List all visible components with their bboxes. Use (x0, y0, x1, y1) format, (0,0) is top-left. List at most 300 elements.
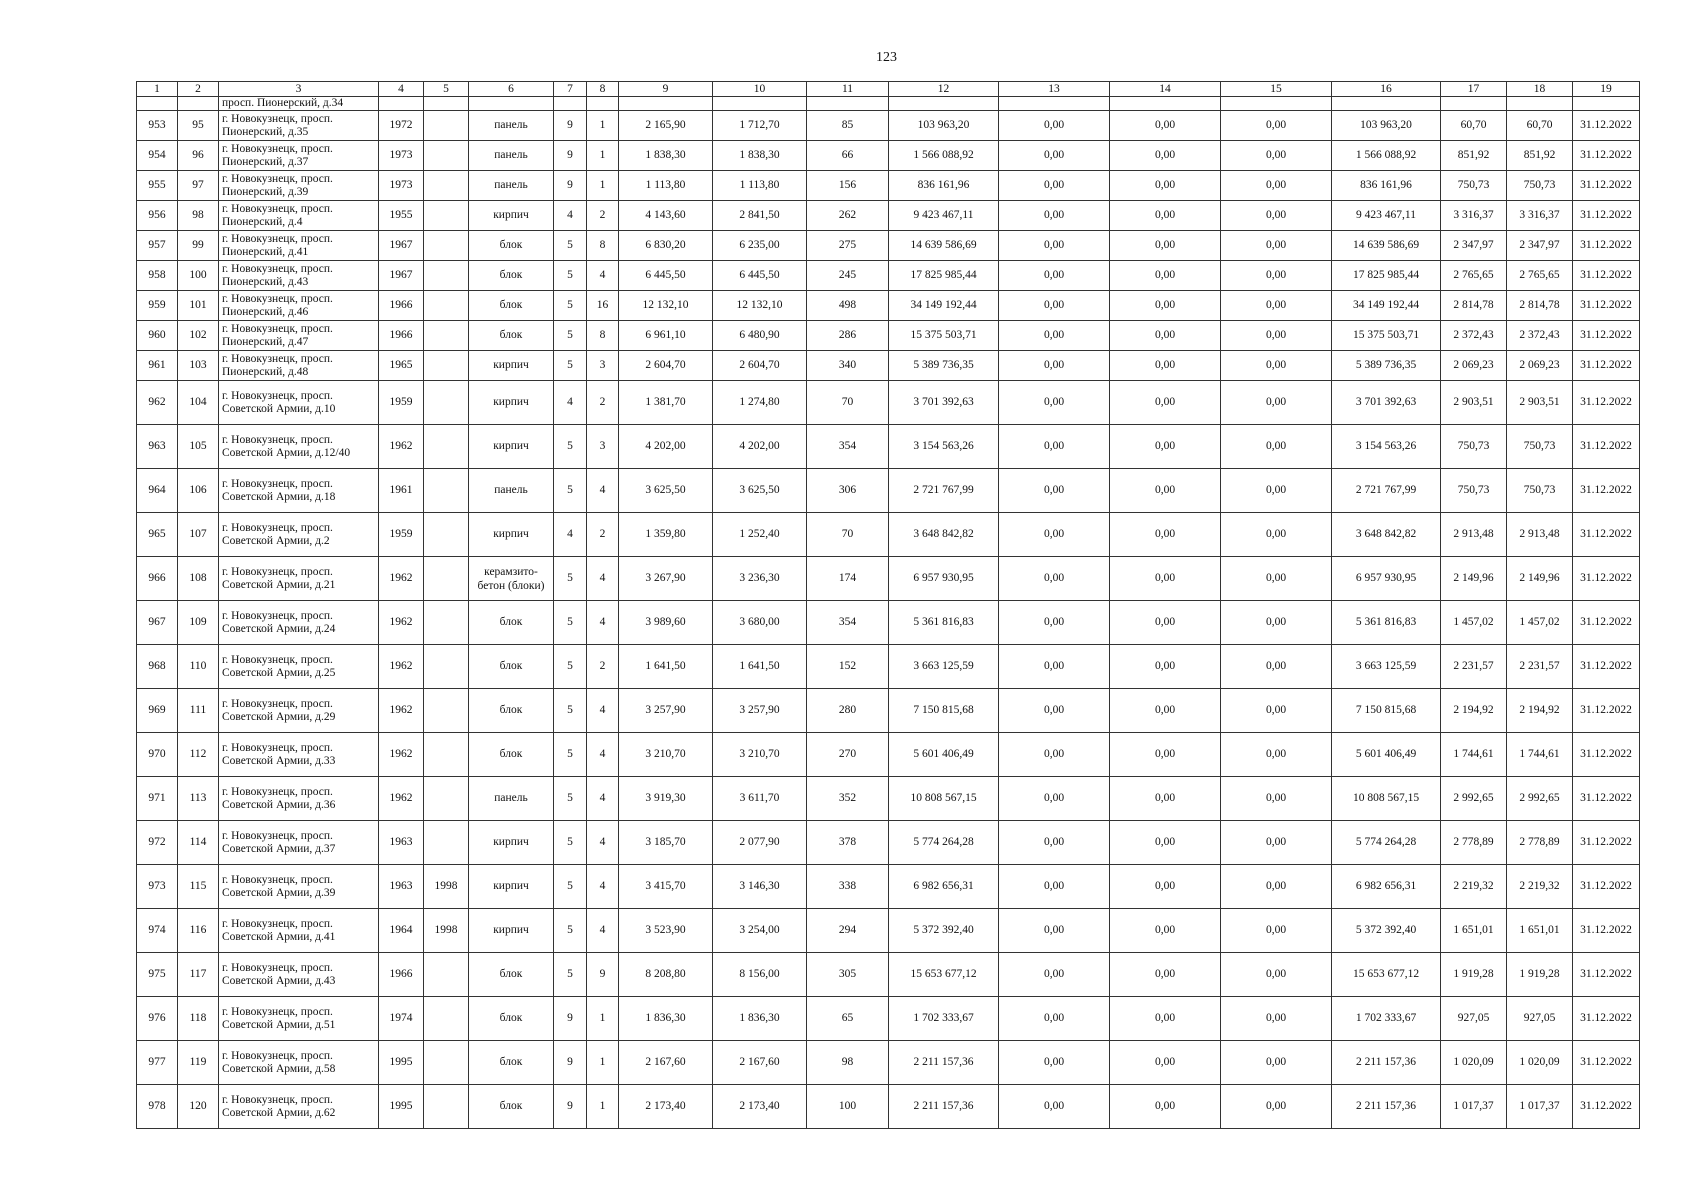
table-cell-col-1: 964 (137, 469, 178, 513)
table-cell-col-14: 0,00 (1110, 865, 1221, 909)
table-cell-col-15: 0,00 (1221, 689, 1332, 733)
table-cell-col-11: 338 (807, 865, 889, 909)
table-cell-col-11: 378 (807, 821, 889, 865)
table-cell-col-5 (424, 777, 469, 821)
table-cell-col-16: 6 957 930,95 (1332, 557, 1441, 601)
table-cell-col-11: 286 (807, 321, 889, 351)
table-cell-col-14: 0,00 (1110, 141, 1221, 171)
table-cell-col-11: 262 (807, 201, 889, 231)
table-cell-col-2: 98 (178, 201, 219, 231)
table-cell-col-5 (424, 231, 469, 261)
table-cell-col-17: 1 744,61 (1441, 733, 1507, 777)
table-cell-col-13: 0,00 (999, 425, 1110, 469)
table-cell-col-1: 960 (137, 321, 178, 351)
table-cell-col-7: 5 (554, 291, 587, 321)
table-cell-col-3: г. Новокузнецк, просп. Советской Армии, д.43 (219, 953, 379, 997)
table-cell-col-5 (424, 469, 469, 513)
table-cell-col-10: 2 077,90 (713, 821, 807, 865)
table-cell-col-17: 2 372,43 (1441, 321, 1507, 351)
table-row (137, 645, 1640, 689)
table-cell-col-19: 31.12.2022 (1573, 821, 1640, 865)
table-cell-col-4: 1959 (379, 381, 424, 425)
table-cell-col-15 (1221, 97, 1332, 111)
table-cell-col-9: 3 415,70 (619, 865, 713, 909)
table-cell-col-8: 8 (587, 82, 619, 97)
table-cell-col-11: 174 (807, 557, 889, 601)
table-cell-col-1: 965 (137, 513, 178, 557)
table-cell-col-16: 9 423 467,11 (1332, 201, 1441, 231)
table-cell-col-3: г. Новокузнецк, просп. Советской Армии, д.36 (219, 777, 379, 821)
table-cell-col-19: 31.12.2022 (1573, 171, 1640, 201)
table-cell-col-6: блок (469, 1085, 554, 1129)
table-cell-col-19: 31.12.2022 (1573, 777, 1640, 821)
table-cell-col-18: 2 903,51 (1507, 381, 1573, 425)
table-row (137, 141, 1640, 171)
table-cell-col-12: 5 774 264,28 (889, 821, 999, 865)
table-cell-col-18: 1 457,02 (1507, 601, 1573, 645)
table-cell-col-5 (424, 601, 469, 645)
table-row-continuation (137, 97, 1640, 111)
table-cell-col-7: 9 (554, 171, 587, 201)
table-cell-col-5 (424, 291, 469, 321)
table-cell-col-6: блок (469, 261, 554, 291)
table-cell-col-14: 0,00 (1110, 469, 1221, 513)
table-cell-col-5 (424, 171, 469, 201)
table-cell-col-16: 103 963,20 (1332, 111, 1441, 141)
table-cell-col-16: 2 211 157,36 (1332, 1085, 1441, 1129)
table-cell-col-14: 0,00 (1110, 997, 1221, 1041)
table-cell-col-16 (1332, 97, 1441, 111)
table-cell-col-9: 1 838,30 (619, 141, 713, 171)
table-cell-col-12: 7 150 815,68 (889, 689, 999, 733)
table-cell-col-13: 0,00 (999, 261, 1110, 291)
table-cell-col-18: 1 651,01 (1507, 909, 1573, 953)
table-cell-col-15: 0,00 (1221, 733, 1332, 777)
table-cell-col-10: 1 712,70 (713, 111, 807, 141)
table-cell-col-16: 34 149 192,44 (1332, 291, 1441, 321)
table-cell-col-5: 1998 (424, 909, 469, 953)
table-cell-col-13: 0,00 (999, 733, 1110, 777)
table-cell-col-1: 963 (137, 425, 178, 469)
table-header-row (137, 82, 1640, 97)
table-cell-col-17: 2 219,32 (1441, 865, 1507, 909)
table-cell-col-16: 10 808 567,15 (1332, 777, 1441, 821)
table-cell-col-18: 2 913,48 (1507, 513, 1573, 557)
table-row (137, 1085, 1640, 1129)
table-cell-col-3: 3 (219, 82, 379, 97)
table-row (137, 557, 1640, 601)
table-cell-col-9: 6 961,10 (619, 321, 713, 351)
table-row (137, 909, 1640, 953)
table-cell-col-8: 8 (587, 231, 619, 261)
table-cell-col-1: 971 (137, 777, 178, 821)
table-cell-col-12: 3 663 125,59 (889, 645, 999, 689)
table-cell-col-15: 0,00 (1221, 601, 1332, 645)
table-cell-col-14: 0,00 (1110, 909, 1221, 953)
table-cell-col-12: 2 211 157,36 (889, 1041, 999, 1085)
table-cell-col-7: 5 (554, 469, 587, 513)
table-cell-col-3: г. Новокузнецк, просп. Пионерский, д.4 (219, 201, 379, 231)
table-cell-col-7: 5 (554, 865, 587, 909)
table-cell-col-7: 5 (554, 601, 587, 645)
table-cell-col-12: 12 (889, 82, 999, 97)
table-cell-col-3: г. Новокузнецк, просп. Советской Армии, д.29 (219, 689, 379, 733)
table-cell-col-19: 31.12.2022 (1573, 601, 1640, 645)
table-cell-col-19: 31.12.2022 (1573, 953, 1640, 997)
table-cell-col-7: 4 (554, 381, 587, 425)
table-cell-col-3: г. Новокузнецк, просп. Пионерский, д.47 (219, 321, 379, 351)
table-cell-col-12: 34 149 192,44 (889, 291, 999, 321)
table-cell-col-19: 31.12.2022 (1573, 201, 1640, 231)
table-cell-col-5 (424, 381, 469, 425)
table-cell-col-9: 8 208,80 (619, 953, 713, 997)
table-cell-col-5 (424, 321, 469, 351)
table-cell-col-17: 1 020,09 (1441, 1041, 1507, 1085)
table-cell-col-5 (424, 97, 469, 111)
table-cell-col-2: 107 (178, 513, 219, 557)
table-cell-col-18 (1507, 97, 1573, 111)
table-cell-col-12: 5 361 816,83 (889, 601, 999, 645)
table-cell-col-6: панель (469, 141, 554, 171)
table-cell-col-13: 0,00 (999, 1085, 1110, 1129)
table-cell-col-10: 6 235,00 (713, 231, 807, 261)
table-cell-col-1: 972 (137, 821, 178, 865)
table-cell-col-11: 70 (807, 513, 889, 557)
table-cell-col-16: 3 648 842,82 (1332, 513, 1441, 557)
table-cell-col-11: 152 (807, 645, 889, 689)
table-cell-col-3: просп. Пионерский, д.34 (219, 97, 379, 111)
table-cell-col-17: 851,92 (1441, 141, 1507, 171)
table-cell-col-11: 100 (807, 1085, 889, 1129)
table-cell-col-2: 109 (178, 601, 219, 645)
table-cell-col-16: 2 721 767,99 (1332, 469, 1441, 513)
table-cell-col-15: 0,00 (1221, 645, 1332, 689)
table-cell-col-16: 836 161,96 (1332, 171, 1441, 201)
table-cell-col-12: 836 161,96 (889, 171, 999, 201)
table-cell-col-7: 9 (554, 1041, 587, 1085)
table-cell-col-4: 1966 (379, 291, 424, 321)
table-cell-col-17: 750,73 (1441, 425, 1507, 469)
table-cell-col-2: 118 (178, 997, 219, 1041)
table-cell-col-19: 31.12.2022 (1573, 689, 1640, 733)
table-cell-col-9: 1 113,80 (619, 171, 713, 201)
table-cell-col-1: 973 (137, 865, 178, 909)
table-cell-col-6: панель (469, 111, 554, 141)
table-cell-col-17: 2 913,48 (1441, 513, 1507, 557)
table-cell-col-3: г. Новокузнецк, просп. Пионерский, д.37 (219, 141, 379, 171)
table-cell-col-10: 3 680,00 (713, 601, 807, 645)
table-row (137, 381, 1640, 425)
table-cell-col-5 (424, 997, 469, 1041)
table-cell-col-3: г. Новокузнецк, просп. Советской Армии, д.51 (219, 997, 379, 1041)
table-cell-col-17: 2 814,78 (1441, 291, 1507, 321)
table-cell-col-6: панель (469, 777, 554, 821)
table-row (137, 425, 1640, 469)
table-cell-col-17: 750,73 (1441, 171, 1507, 201)
table-cell-col-15: 0,00 (1221, 469, 1332, 513)
table-cell-col-2: 97 (178, 171, 219, 201)
table-cell-col-5 (424, 1085, 469, 1129)
table-cell-col-13: 0,00 (999, 171, 1110, 201)
table-cell-col-18: 750,73 (1507, 171, 1573, 201)
table-cell-col-15: 0,00 (1221, 171, 1332, 201)
table-row (137, 601, 1640, 645)
table-cell-col-15: 0,00 (1221, 953, 1332, 997)
table-cell-col-8: 2 (587, 381, 619, 425)
table-cell-col-4: 1962 (379, 689, 424, 733)
table-cell-col-18: 2 778,89 (1507, 821, 1573, 865)
table-cell-col-9: 3 185,70 (619, 821, 713, 865)
table-cell-col-4: 1962 (379, 645, 424, 689)
table-cell-col-11: 98 (807, 1041, 889, 1085)
table-cell-col-12: 5 372 392,40 (889, 909, 999, 953)
table-body (137, 82, 1640, 1129)
table-cell-col-8: 3 (587, 351, 619, 381)
table-cell-col-13: 0,00 (999, 997, 1110, 1041)
table-cell-col-13: 0,00 (999, 351, 1110, 381)
table-cell-col-9: 2 167,60 (619, 1041, 713, 1085)
table-cell-col-17: 1 017,37 (1441, 1085, 1507, 1129)
table-row (137, 1041, 1640, 1085)
table-cell-col-2: 95 (178, 111, 219, 141)
table-cell-col-9: 6 445,50 (619, 261, 713, 291)
table-cell-col-8: 8 (587, 321, 619, 351)
table-cell-col-18: 2 194,92 (1507, 689, 1573, 733)
table-cell-col-3: г. Новокузнецк, просп. Советской Армии, д.24 (219, 601, 379, 645)
table-cell-col-8 (587, 97, 619, 111)
table-cell-col-12: 3 701 392,63 (889, 381, 999, 425)
table-cell-col-16: 5 774 264,28 (1332, 821, 1441, 865)
table-cell-col-17: 2 903,51 (1441, 381, 1507, 425)
table-cell-col-3: г. Новокузнецк, просп. Советской Армии, д.41 (219, 909, 379, 953)
table-cell-col-10: 6 480,90 (713, 321, 807, 351)
table-cell-col-19: 31.12.2022 (1573, 141, 1640, 171)
table-cell-col-2: 101 (178, 291, 219, 321)
table-cell-col-10: 3 257,90 (713, 689, 807, 733)
table-cell-col-15: 0,00 (1221, 1041, 1332, 1085)
table-cell-col-16: 3 154 563,26 (1332, 425, 1441, 469)
table-cell-col-19: 31.12.2022 (1573, 261, 1640, 291)
table-cell-col-6: блок (469, 733, 554, 777)
table-cell-col-2: 119 (178, 1041, 219, 1085)
table-cell-col-8: 3 (587, 425, 619, 469)
table-cell-col-18: 18 (1507, 82, 1573, 97)
table-cell-col-13: 0,00 (999, 909, 1110, 953)
table-cell-col-2: 116 (178, 909, 219, 953)
table-cell-col-8: 16 (587, 291, 619, 321)
table-cell-col-5 (424, 141, 469, 171)
table-cell-col-7: 5 (554, 689, 587, 733)
table-cell-col-13: 0,00 (999, 689, 1110, 733)
table-cell-col-16: 15 653 677,12 (1332, 953, 1441, 997)
table-cell-col-6: блок (469, 321, 554, 351)
table-cell-col-19: 31.12.2022 (1573, 909, 1640, 953)
table-cell-col-4: 1973 (379, 171, 424, 201)
table-cell-col-19: 31.12.2022 (1573, 321, 1640, 351)
table-cell-col-6: блок (469, 997, 554, 1041)
table-cell-col-19: 31.12.2022 (1573, 111, 1640, 141)
table-cell-col-10: 2 173,40 (713, 1085, 807, 1129)
table-cell-col-7: 5 (554, 821, 587, 865)
table-cell-col-7: 9 (554, 1085, 587, 1129)
table-row (137, 865, 1640, 909)
table-cell-col-3: г. Новокузнецк, просп. Советской Армии, д.62 (219, 1085, 379, 1129)
table-row (137, 201, 1640, 231)
table-cell-col-9: 3 989,60 (619, 601, 713, 645)
table-cell-col-12: 1 702 333,67 (889, 997, 999, 1041)
table-cell-col-8: 1 (587, 1041, 619, 1085)
table-cell-col-7: 5 (554, 231, 587, 261)
table-cell-col-4: 1959 (379, 513, 424, 557)
table-cell-col-13: 0,00 (999, 321, 1110, 351)
table-cell-col-14: 0,00 (1110, 689, 1221, 733)
table-cell-col-11: 70 (807, 381, 889, 425)
table-cell-col-11: 156 (807, 171, 889, 201)
table-cell-col-9: 3 523,90 (619, 909, 713, 953)
table-cell-col-1: 959 (137, 291, 178, 321)
table-cell-col-6: блок (469, 601, 554, 645)
table-cell-col-18: 2 149,96 (1507, 557, 1573, 601)
table-cell-col-2: 106 (178, 469, 219, 513)
table-cell-col-10: 1 113,80 (713, 171, 807, 201)
table-cell-col-6: кирпич (469, 201, 554, 231)
table-cell-col-15: 0,00 (1221, 261, 1332, 291)
table-cell-col-5 (424, 953, 469, 997)
table-cell-col-1: 958 (137, 261, 178, 291)
table-cell-col-14: 0,00 (1110, 1085, 1221, 1129)
table-cell-col-10: 8 156,00 (713, 953, 807, 997)
table-cell-col-12: 9 423 467,11 (889, 201, 999, 231)
table-cell-col-14: 0,00 (1110, 645, 1221, 689)
table-cell-col-19: 31.12.2022 (1573, 645, 1640, 689)
table-cell-col-19: 31.12.2022 (1573, 1085, 1640, 1129)
table-cell-col-19: 31.12.2022 (1573, 469, 1640, 513)
table-row (137, 231, 1640, 261)
table-cell-col-17: 2 149,96 (1441, 557, 1507, 601)
table-cell-col-17: 3 316,37 (1441, 201, 1507, 231)
table-cell-col-13: 0,00 (999, 601, 1110, 645)
table-cell-col-9: 3 625,50 (619, 469, 713, 513)
table-cell-col-10: 12 132,10 (713, 291, 807, 321)
table-cell-col-7: 5 (554, 321, 587, 351)
table-cell-col-11: 66 (807, 141, 889, 171)
table-cell-col-17: 2 231,57 (1441, 645, 1507, 689)
table-cell-col-5 (424, 351, 469, 381)
table-cell-col-5 (424, 111, 469, 141)
table-cell-col-13: 0,00 (999, 381, 1110, 425)
table-cell-col-8: 2 (587, 513, 619, 557)
table-cell-col-1: 953 (137, 111, 178, 141)
table-cell-col-14: 0,00 (1110, 821, 1221, 865)
table-cell-col-2: 108 (178, 557, 219, 601)
table-cell-col-17: 1 919,28 (1441, 953, 1507, 997)
table-cell-col-18: 2 372,43 (1507, 321, 1573, 351)
table-cell-col-14: 0,00 (1110, 321, 1221, 351)
table-cell-col-9: 1 359,80 (619, 513, 713, 557)
table-cell-col-15: 0,00 (1221, 557, 1332, 601)
table-cell-col-13: 0,00 (999, 557, 1110, 601)
table-cell-col-12: 2 211 157,36 (889, 1085, 999, 1129)
table-cell-col-6: кирпич (469, 513, 554, 557)
table-cell-col-3: г. Новокузнецк, просп. Пионерский, д.41 (219, 231, 379, 261)
table-cell-col-11: 305 (807, 953, 889, 997)
table-cell-col-1: 956 (137, 201, 178, 231)
table-cell-col-14: 0,00 (1110, 201, 1221, 231)
table-cell-col-17 (1441, 97, 1507, 111)
table-cell-col-17: 2 069,23 (1441, 351, 1507, 381)
table-cell-col-1: 954 (137, 141, 178, 171)
table-cell-col-2: 102 (178, 321, 219, 351)
table-cell-col-8: 4 (587, 689, 619, 733)
table-cell-col-9: 1 641,50 (619, 645, 713, 689)
table-cell-col-17: 1 651,01 (1441, 909, 1507, 953)
table-cell-col-9: 4 143,60 (619, 201, 713, 231)
table-cell-col-2 (178, 97, 219, 111)
table-cell-col-16: 6 982 656,31 (1332, 865, 1441, 909)
table-cell-col-18: 2 347,97 (1507, 231, 1573, 261)
table-cell-col-14: 0,00 (1110, 733, 1221, 777)
table-cell-col-6: кирпич (469, 865, 554, 909)
table-cell-col-13: 0,00 (999, 1041, 1110, 1085)
table-cell-col-13: 0,00 (999, 953, 1110, 997)
table-cell-col-14: 0,00 (1110, 953, 1221, 997)
table-cell-col-2: 114 (178, 821, 219, 865)
table-cell-col-15: 0,00 (1221, 909, 1332, 953)
table-cell-col-12: 1 566 088,92 (889, 141, 999, 171)
table-cell-col-2: 112 (178, 733, 219, 777)
table-cell-col-14: 0,00 (1110, 1041, 1221, 1085)
table-cell-col-8: 1 (587, 111, 619, 141)
table-cell-col-6: блок (469, 1041, 554, 1085)
table-cell-col-5 (424, 261, 469, 291)
table-cell-col-4: 1972 (379, 111, 424, 141)
table-cell-col-3: г. Новокузнецк, просп. Пионерский, д.35 (219, 111, 379, 141)
table-cell-col-16: 5 361 816,83 (1332, 601, 1441, 645)
table-cell-col-9: 3 257,90 (619, 689, 713, 733)
table-cell-col-12: 15 653 677,12 (889, 953, 999, 997)
table-cell-col-6: кирпич (469, 425, 554, 469)
table-cell-col-10: 1 838,30 (713, 141, 807, 171)
table-cell-col-18: 3 316,37 (1507, 201, 1573, 231)
table-cell-col-19: 31.12.2022 (1573, 1041, 1640, 1085)
table-cell-col-7: 5 (554, 425, 587, 469)
table-cell-col-5 (424, 645, 469, 689)
table-cell-col-8: 4 (587, 865, 619, 909)
table-cell-col-19: 31.12.2022 (1573, 513, 1640, 557)
table-cell-col-17: 2 194,92 (1441, 689, 1507, 733)
table-cell-col-17: 2 765,65 (1441, 261, 1507, 291)
table-cell-col-9: 2 173,40 (619, 1085, 713, 1129)
table-cell-col-8: 4 (587, 557, 619, 601)
table-cell-col-14: 0,00 (1110, 171, 1221, 201)
table-cell-col-11: 354 (807, 425, 889, 469)
table-cell-col-10 (713, 97, 807, 111)
table-row (137, 821, 1640, 865)
table-cell-col-11: 280 (807, 689, 889, 733)
table-cell-col-13: 0,00 (999, 231, 1110, 261)
table-cell-col-4: 1962 (379, 557, 424, 601)
table-cell-col-9: 4 202,00 (619, 425, 713, 469)
table-cell-col-2: 96 (178, 141, 219, 171)
table-cell-col-13 (999, 97, 1110, 111)
table-cell-col-3: г. Новокузнецк, просп. Советской Армии, д.37 (219, 821, 379, 865)
table-cell-col-11: 85 (807, 111, 889, 141)
table-cell-col-14: 0,00 (1110, 425, 1221, 469)
table-cell-col-3: г. Новокузнецк, просп. Советской Армии, д.10 (219, 381, 379, 425)
table-cell-col-1: 1 (137, 82, 178, 97)
table-cell-col-16: 16 (1332, 82, 1441, 97)
table-cell-col-14: 0,00 (1110, 513, 1221, 557)
